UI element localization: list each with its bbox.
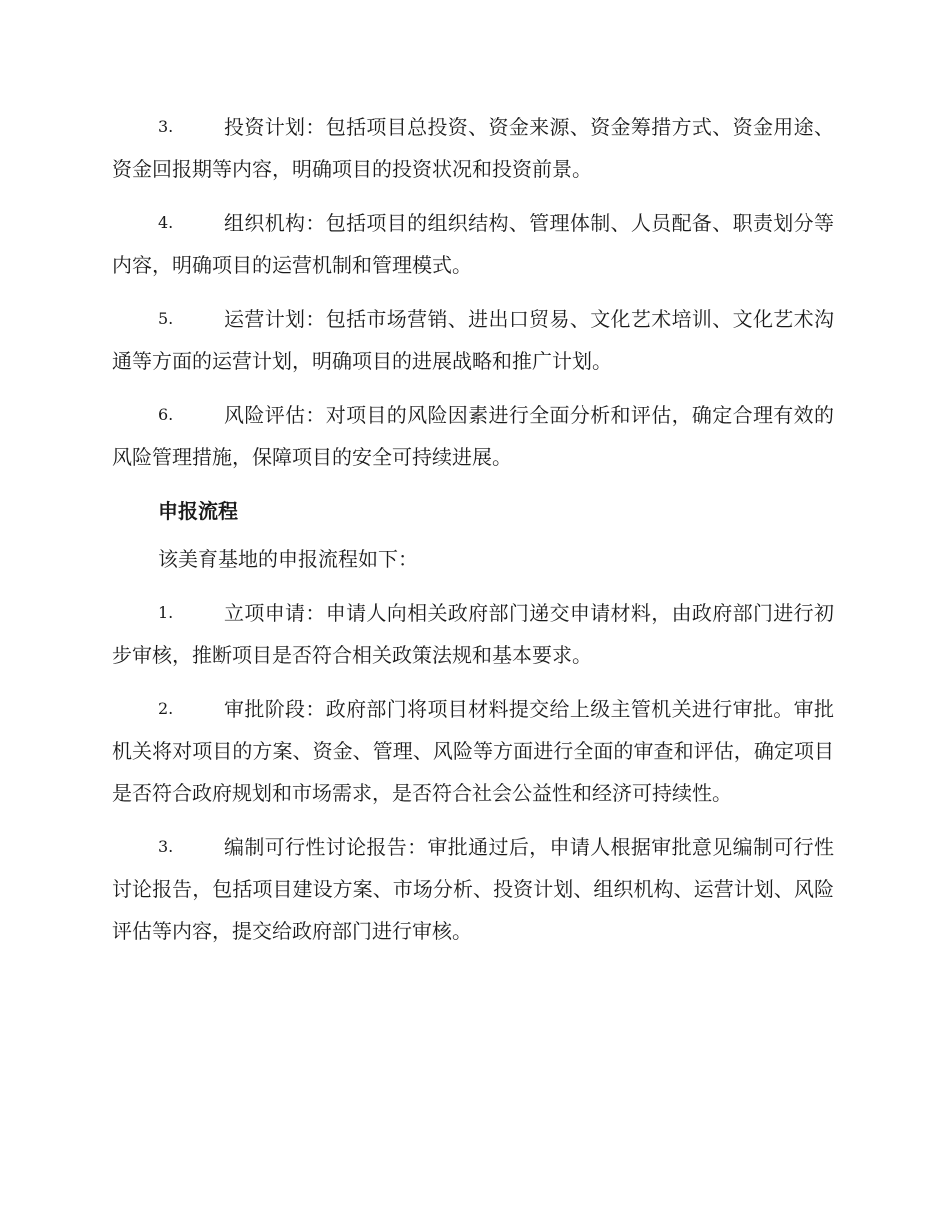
- list-item: [112, 826, 834, 952]
- list-text: 运营计划：包括市场营销、进出口贸易、文化艺术培训、文化艺术沟通等方面的运营计划，明确项目的进展战略和推广计划。: [112, 307, 834, 373]
- list-item: [112, 592, 834, 676]
- list-number: 2.: [158, 699, 174, 718]
- list-text: 审批阶段：政府部门将项目材料提交给上级主管机关进行审批。审批机关将对项目的方案、资金、管理、风险等方面进行全面的审查和评估，确定项目是否符合政府规划和市场需求，是否符合社会公益性和经济可持续性。: [112, 697, 834, 805]
- document-body: [112, 106, 834, 964]
- list-number: 5.: [158, 309, 174, 328]
- list-text: 投资计划：包括项目总投资、资金来源、资金筹措方式、资金用途、资金回报期等内容，明确项目的投资状况和投资前景。: [112, 115, 834, 181]
- list-item: [112, 298, 834, 382]
- section-heading: 申报流程: [158, 499, 238, 523]
- list-number: 6.: [158, 405, 174, 424]
- list-text: 组织机构：包括项目的组织结构、管理体制、人员配备、职责划分等内容，明确项目的运营机制和管理模式。: [112, 211, 834, 277]
- list-text: 立项申请：申请人向相关政府部门递交申请材料，由政府部门进行初步审核，推断项目是否符合相关政策法规和基本要求。: [112, 601, 834, 667]
- list-item: [112, 202, 834, 286]
- list-number: 3.: [158, 117, 174, 136]
- list-item: [112, 394, 834, 478]
- list-text: 编制可行性讨论报告：审批通过后，申请人根据审批意见编制可行性讨论报告，包括项目建设方案、市场分析、投资计划、组织机构、运营计划、风险评估等内容，提交给政府部门进行审核。: [112, 835, 834, 943]
- list-number: 4.: [158, 213, 174, 232]
- list-item: [112, 106, 834, 190]
- list-number: 3.: [158, 837, 174, 856]
- list-item: [112, 688, 834, 814]
- section-intro: 该美育基地的申报流程如下：: [158, 547, 418, 571]
- list-number: 1.: [158, 603, 174, 622]
- list-text: 风险评估：对项目的风险因素进行全面分析和评估，确定合理有效的风险管理措施，保障项目的安全可持续进展。: [112, 403, 834, 469]
